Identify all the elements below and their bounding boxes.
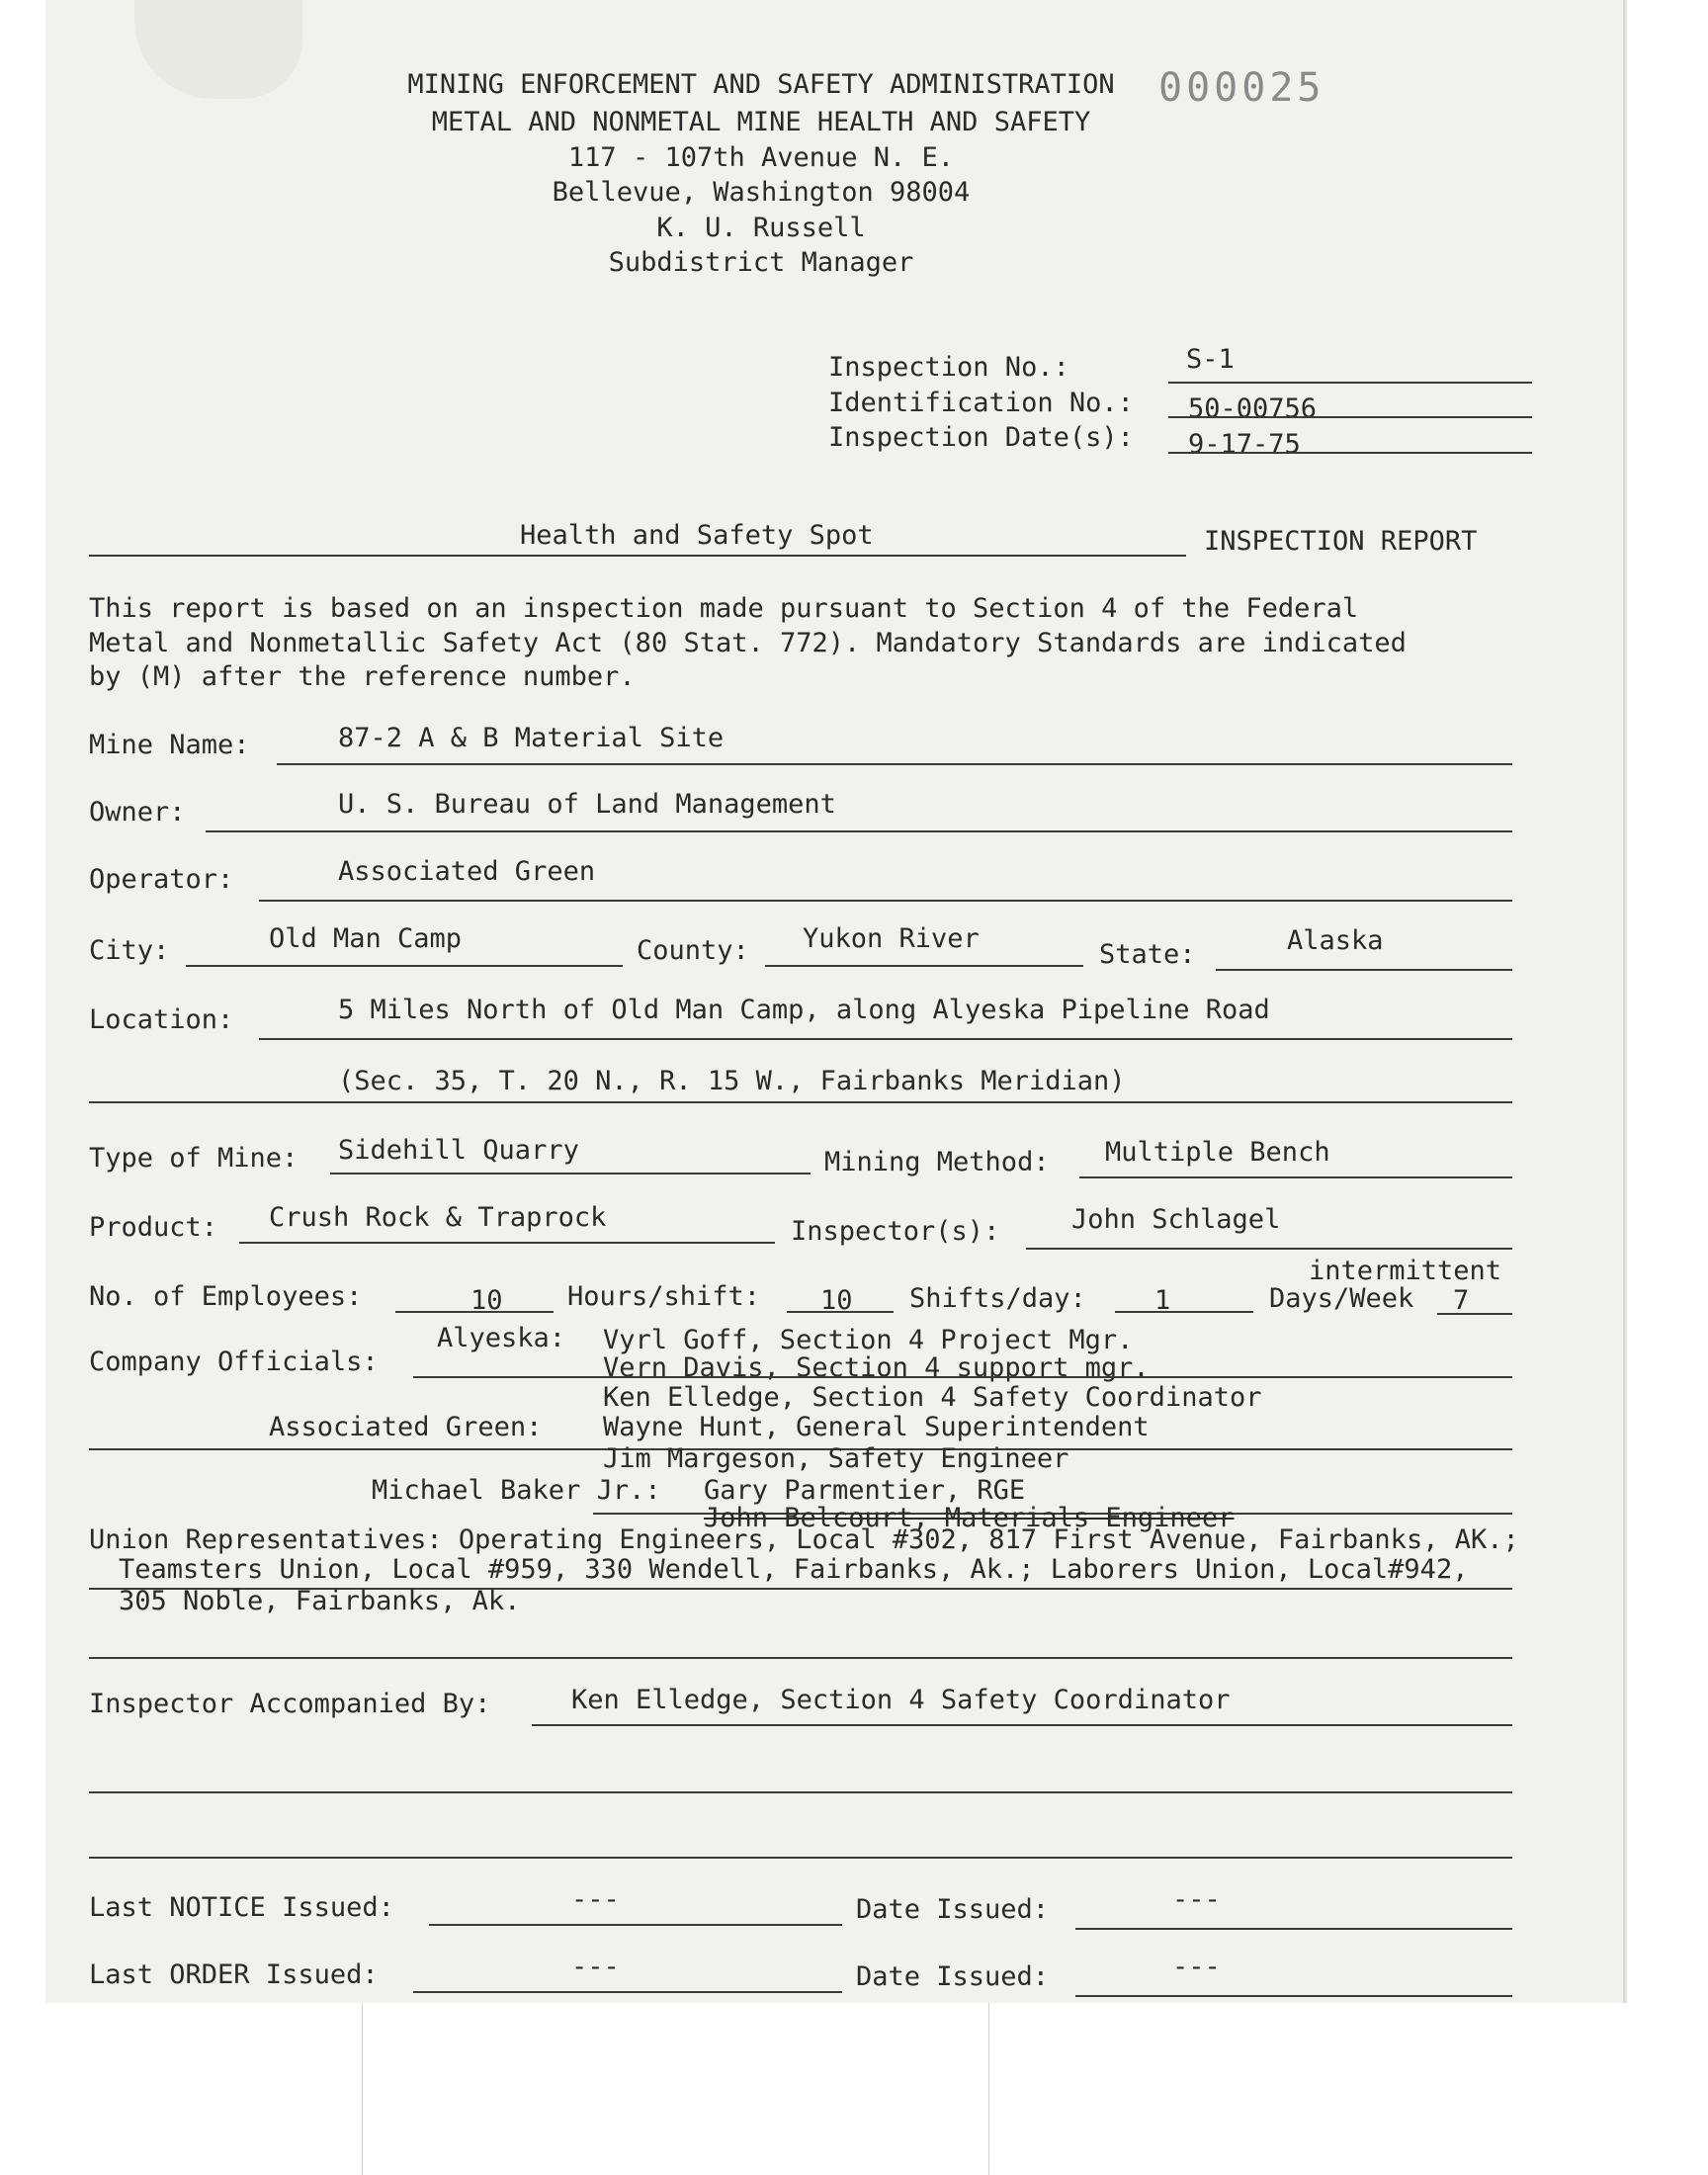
address-city: Bellevue, Washington 98004 xyxy=(552,177,971,208)
state-value: Alaska xyxy=(1287,925,1384,956)
location-line-2-rule xyxy=(89,1101,1512,1103)
last-notice-value: --- xyxy=(571,1884,620,1915)
shifts-line xyxy=(1115,1311,1253,1313)
inspector-label: Inspector(s): xyxy=(791,1216,1000,1247)
order-date-line xyxy=(1075,1995,1512,1997)
county-label: County: xyxy=(637,935,749,966)
owner-label: Owner: xyxy=(89,797,186,827)
alyeska-label: Alyeska: xyxy=(437,1323,566,1353)
location-line-2: (Sec. 35, T. 20 N., R. 15 W., Fairbanks Meridian) xyxy=(338,1066,1126,1096)
associated-green-official-1: Wayne Hunt, General Superintendent xyxy=(603,1412,1150,1442)
city-value: Old Man Camp xyxy=(269,923,463,954)
michael-baker-official-2: John Belcourt, Materials Engineer xyxy=(704,1503,1235,1533)
intro-line-2: Metal and Nonmetallic Safety Act (80 Stat. 772). Mandatory Standards are indicated xyxy=(89,628,1407,658)
location-label: Location: xyxy=(89,1004,234,1035)
michael-baker-official-1: Gary Parmentier, RGE xyxy=(704,1475,1026,1506)
notice-date-line xyxy=(1075,1928,1512,1930)
report-type-line xyxy=(89,555,1186,557)
accompanied-by-line xyxy=(532,1724,1512,1726)
hours-value: 10 xyxy=(820,1285,853,1316)
type-of-mine-value: Sidehill Quarry xyxy=(338,1135,579,1166)
notice-date-label: Date Issued: xyxy=(856,1894,1050,1925)
alyeska-official-3: Ken Elledge, Section 4 Safety Coordinator xyxy=(603,1382,1262,1413)
hours-label: Hours/shift: xyxy=(567,1281,761,1312)
document-number: 000025 xyxy=(1158,65,1325,111)
owner-line xyxy=(206,830,1512,832)
intro-line-3: by (M) after the reference number. xyxy=(89,661,636,692)
shifts-label: Shifts/day: xyxy=(909,1283,1086,1314)
employees-line xyxy=(395,1311,554,1313)
company-officials-label: Company Officials: xyxy=(89,1347,379,1377)
last-notice-label: Last NOTICE Issued: xyxy=(89,1892,394,1923)
state-line xyxy=(1216,969,1512,971)
product-value: Crush Rock & Traprock xyxy=(269,1202,607,1233)
division-name: METAL AND NONMETAL MINE HEALTH AND SAFETY xyxy=(431,107,1091,137)
operator-label: Operator: xyxy=(89,864,234,895)
state-label: State: xyxy=(1099,939,1196,970)
manager-name: K. U. Russell xyxy=(656,213,866,243)
inspector-line xyxy=(1026,1248,1512,1250)
intro-line-1: This report is based on an inspection made pursuant to Section 4 of the Federal xyxy=(89,593,1359,624)
identification-no-line xyxy=(1168,416,1532,418)
inspection-no-line xyxy=(1168,382,1532,384)
days-value: 7 xyxy=(1453,1285,1470,1316)
location-line-1: 5 Miles North of Old Man Camp, along Alyeska Pipeline Road xyxy=(338,995,1270,1025)
product-label: Product: xyxy=(89,1212,218,1243)
inspection-no-value: S-1 xyxy=(1186,344,1235,375)
associated-green-label: Associated Green: xyxy=(269,1412,543,1442)
employees-label: No. of Employees: xyxy=(89,1281,363,1312)
employees-value: 10 xyxy=(470,1285,503,1316)
product-line xyxy=(239,1242,775,1244)
company-officials-line xyxy=(413,1376,1512,1378)
days-note: intermittent xyxy=(1309,1256,1502,1286)
paper-stain xyxy=(134,0,302,99)
operator-value: Associated Green xyxy=(338,856,596,887)
alyeska-official-1: Vyrl Goff, Section 4 Project Mgr. xyxy=(603,1325,1134,1355)
city-label: City: xyxy=(89,935,170,966)
scan-edge-line xyxy=(988,2003,989,2175)
report-type: Health and Safety Spot xyxy=(520,520,874,551)
address-street: 117 - 107th Avenue N. E. xyxy=(567,142,955,173)
inspector-value: John Schlagel xyxy=(1071,1204,1281,1235)
mining-method-line xyxy=(1079,1176,1512,1178)
accompanied-by-label: Inspector Accompanied By: xyxy=(89,1689,491,1719)
identification-no-value: 50-00756 xyxy=(1188,393,1318,424)
identification-no-label: Identification No.: xyxy=(828,388,1134,418)
accompanied-by-value: Ken Elledge, Section 4 Safety Coordinator xyxy=(571,1685,1231,1715)
union-line-1: Union Representatives: Operating Engineers, Local #302, 817 First Avenue, Fairbanks, AK.; xyxy=(89,1524,1519,1555)
notice-date-value: --- xyxy=(1172,1884,1221,1915)
scan-edge-line xyxy=(362,2003,363,2175)
union-line-2: Teamsters Union, Local #959, 330 Wendell, Fairbanks, Ak.; Laborers Union, Local#942, xyxy=(119,1554,1469,1585)
manager-title: Subdistrict Manager xyxy=(608,247,914,278)
report-title: INSPECTION REPORT xyxy=(1204,526,1478,557)
hours-line xyxy=(787,1311,894,1313)
owner-value: U. S. Bureau of Land Management xyxy=(338,789,836,820)
last-order-line xyxy=(413,1991,842,1993)
last-notice-line xyxy=(429,1924,842,1926)
blank-line-2 xyxy=(89,1857,1512,1859)
type-of-mine-label: Type of Mine: xyxy=(89,1143,299,1174)
location-line-1-rule xyxy=(259,1038,1512,1040)
county-line xyxy=(765,965,1083,967)
inspection-date-label: Inspection Date(s): xyxy=(828,422,1134,453)
inspection-date-value: 9-17-75 xyxy=(1188,429,1301,460)
order-date-value: --- xyxy=(1172,1952,1221,1982)
union-line-3: 305 Noble, Fairbanks, Ak. xyxy=(119,1586,521,1616)
operator-line xyxy=(259,900,1512,902)
associated-green-official-2: Jim Margeson, Safety Engineer xyxy=(603,1443,1069,1474)
blank-line-1 xyxy=(89,1791,1512,1793)
mine-name-value: 87-2 A & B Material Site xyxy=(338,723,725,753)
inspection-date-line xyxy=(1168,452,1532,454)
type-of-mine-line xyxy=(330,1173,811,1174)
shifts-value: 1 xyxy=(1154,1285,1171,1316)
mining-method-value: Multiple Bench xyxy=(1105,1137,1330,1168)
city-line xyxy=(186,965,623,967)
last-order-value: --- xyxy=(571,1952,620,1982)
inspection-no-label: Inspection No.: xyxy=(828,352,1069,383)
mining-method-label: Mining Method: xyxy=(824,1147,1050,1177)
last-order-label: Last ORDER Issued: xyxy=(89,1959,379,1990)
union-rule-2 xyxy=(89,1657,1512,1659)
order-date-label: Date Issued: xyxy=(856,1961,1050,1992)
michael-baker-label: Michael Baker Jr.: xyxy=(372,1475,661,1506)
mine-name-label: Mine Name: xyxy=(89,730,250,760)
alyeska-official-2: Vern Davis, Section 4 support mgr. xyxy=(603,1352,1150,1383)
mine-name-line xyxy=(277,763,1512,765)
days-label: Days/Week xyxy=(1269,1283,1414,1314)
county-value: Yukon River xyxy=(803,923,980,954)
days-line xyxy=(1437,1313,1512,1315)
agency-name: MINING ENFORCEMENT AND SAFETY ADMINISTRATION xyxy=(407,69,1115,100)
